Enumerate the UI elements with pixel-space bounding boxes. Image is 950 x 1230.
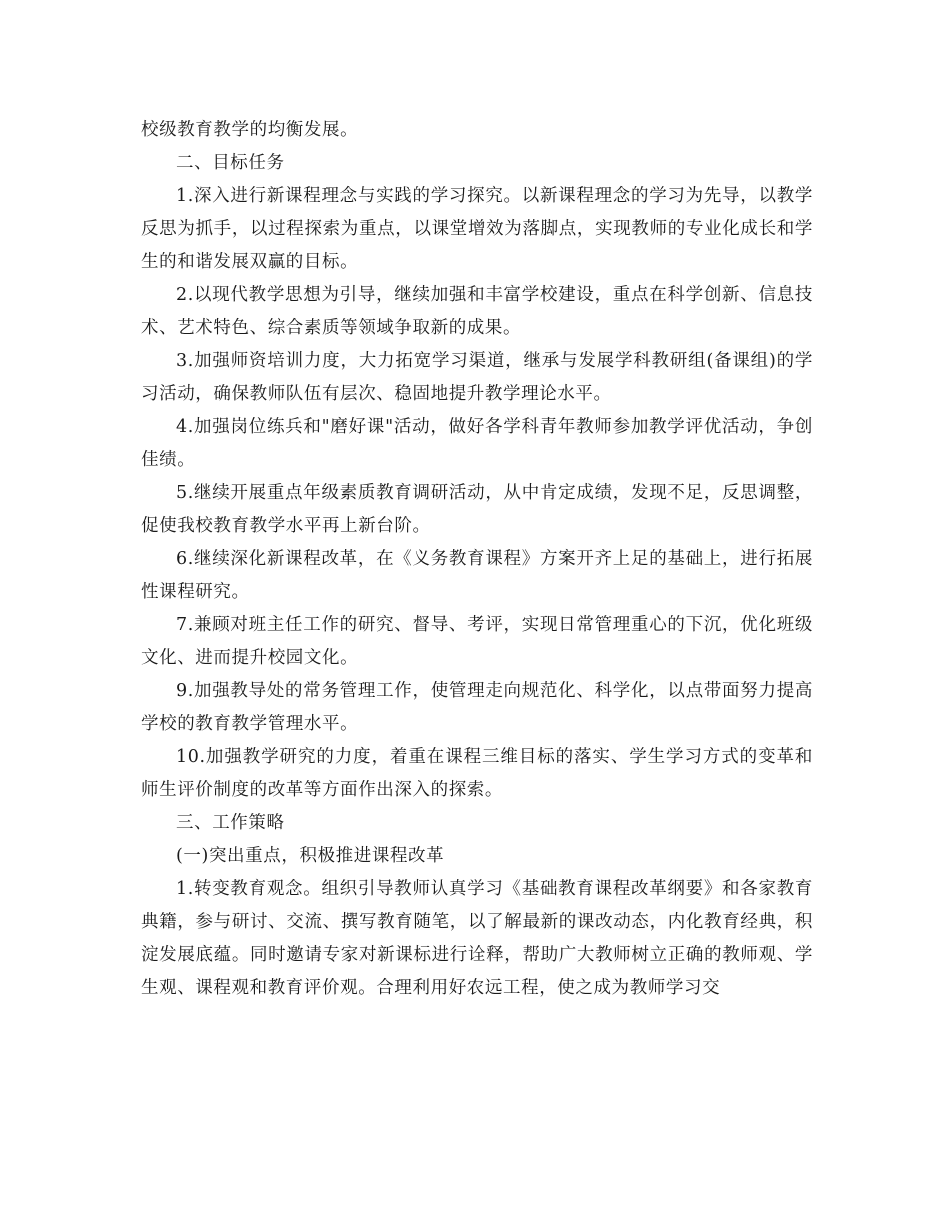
- paragraph-continuation: 校级教育教学的均衡发展。: [141, 120, 359, 140]
- goal-item-3: 3.加强师资培训力度，大力拓宽学习渠道，继承与发展学科教研组(备课组)的学习活动，确保教师队伍有层次、稳固地提升教学理论水平。: [141, 351, 813, 404]
- goal-item-7: 7.兼顾对班主任工作的研究、督导、考评，实现日常管理重心的下沉，优化班级文化、进而提升校园文化。: [141, 615, 813, 668]
- goal-item-2: 2.以现代教学思想为引导，继续加强和丰富学校建设，重点在科学创新、信息技术、艺术特色、综合素质等领域争取新的成果。: [141, 285, 813, 338]
- goal-item-6: 6.继续深化新课程改革，在《义务教育课程》方案开齐上足的基础上，进行拓展性课程研究。: [141, 549, 813, 602]
- subsection-heading-1: (一)突出重点，积极推进课程改革: [176, 846, 445, 866]
- goal-item-9: 9.加强教导处的常务管理工作，使管理走向规范化、科学化，以点带面努力提高学校的教育教学管理水平。: [141, 681, 813, 734]
- strategy-item-1: 1.转变教育观念。组织引导教师认真学习《基础教育课程改革纲要》和各家教育典籍，参与研讨、交流、撰写教育随笔，以了解最新的课改动态，内化教育经典，积淀发展底蕴。同时邀请专家对新课标进行诠释，帮助广大教师树立正确的教师观、学生观、课程观和教育评价观。合理利用好农远工程，使之成为教师学习交: [141, 879, 813, 998]
- section-heading-goals: 二、目标任务: [176, 153, 285, 173]
- goal-item-5: 5.继续开展重点年级素质教育调研活动，从中肯定成绩，发现不足，反思调整，促使我校教育教学水平再上新台阶。: [141, 483, 813, 536]
- goal-item-10: 10.加强教学研究的力度，着重在课程三维目标的落实、学生学习方式的变革和师生评价制度的改革等方面作出深入的探索。: [141, 747, 813, 800]
- goal-item-1: 1.深入进行新课程理念与实践的学习探究。以新课程理念的学习为先导，以教学反思为抓手，以过程探索为重点，以课堂增效为落脚点，实现教师的专业化成长和学生的和谐发展双赢的目标。: [141, 186, 813, 272]
- section-heading-strategy: 三、工作策略: [176, 813, 285, 833]
- goal-item-4: 4.加强岗位练兵和"磨好课"活动，做好各学科青年教师参加教学评优活动，争创佳绩。: [141, 417, 813, 470]
- document-page: [141, 114, 813, 1005]
